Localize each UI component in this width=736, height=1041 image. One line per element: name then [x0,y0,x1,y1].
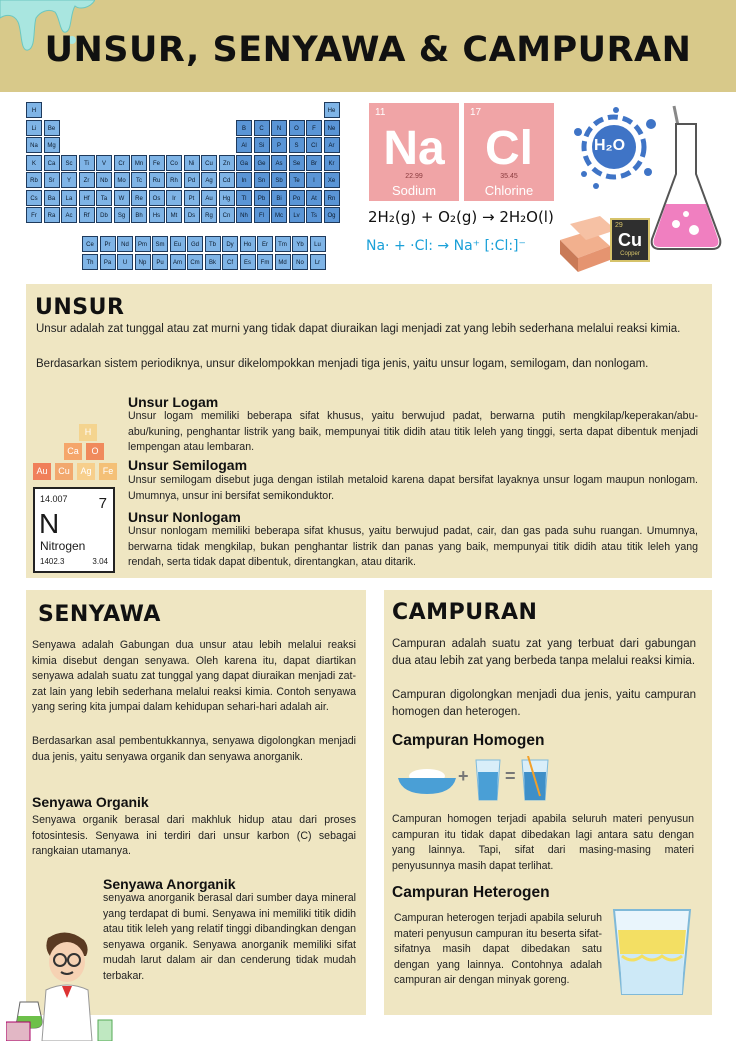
water-equation: 2H₂(g) + O₂(g) → 2H₂O(l) [368,208,554,226]
senyawa-paragraph-1: Senyawa adalah Gabungan dua unsur atau lebih melalui reaksi kimia disebut dengan senyawa. Oleh karena itu, dapat diartikan senyawa adalah suatu zat tunggal yang dapat diuraikan menjadi zat-zat lain yang lebih sederhana melalui reaksi kimia. Contoh senyawa yang sering kita jumpai dalam kehidupan sehari-hari adalah air. [32,639,356,713]
periodic-cell: Au [201,190,217,206]
periodic-cell: N [271,120,287,136]
periodic-cell: Rn [324,190,340,206]
nitrogen-card [33,487,115,573]
periodic-cell-f-block: Cf [222,254,238,270]
periodic-cell: Cs [26,190,42,206]
block-cu: Cu [55,463,73,480]
periodic-cell: Cl [306,137,322,153]
periodic-cell: Nb [96,172,112,188]
periodic-cell: Hg [219,190,235,206]
periodic-cell: Be [44,120,60,136]
periodic-cell: Mg [44,137,60,153]
campuran-homogen-title: Campuran Homogen [392,732,545,749]
periodic-cell: At [306,190,322,206]
periodic-cell-f-block: Th [82,254,98,270]
periodic-cell-f-block: Md [275,254,291,270]
block-ag: Ag [77,463,95,480]
periodic-cell-f-block: Pm [135,236,151,252]
periodic-cell: Mo [114,172,130,188]
periodic-cell: W [114,190,130,206]
periodic-cell: Kr [324,155,340,171]
periodic-cell: Al [236,137,252,153]
periodic-cell: Cr [114,155,130,171]
periodic-cell: Sg [114,207,130,223]
periodic-cell-f-block: Pa [100,254,116,270]
periodic-cell: Tl [236,190,252,206]
copper-number: 29 [615,222,623,229]
periodic-cell: In [236,172,252,188]
periodic-cell: Ti [79,155,95,171]
unsur-semilogam-title: Unsur Semilogam [128,457,248,473]
chlorine-symbol: Cl [485,122,533,175]
periodic-cell: Hf [79,190,95,206]
periodic-cell: Ge [254,155,270,171]
periodic-cell: Ni [184,155,200,171]
senyawa-anorganik-title: Senyawa Anorganik [103,876,236,892]
periodic-cell: O [289,120,305,136]
unsur-nonlogam-text: Unsur nonlogam memiliki beberapa sifat khusus, yaitu berwujud padat, cair, dan gas pada suhu ruangan. Umumnya, berwarna tidak mengkilap, bukan penghantar listrik dan panas yang baik, mempunyai titik didih atau titik leleh yang rendah, serta tidak dapat dibentuk, direntangkan, atau ditarik. [128,525,698,568]
chlorine-name: Chlorine [484,183,534,198]
periodic-cell-f-block: Pr [100,236,116,252]
periodic-cell-f-block: Es [240,254,256,270]
periodic-cell: Ba [44,190,60,206]
campuran-heterogen-text: Campuran heterogen terjadi apabila seluruh materi penyusun campuran itu beserta sifat-sifatnya masih dapat dibedakan satu dengan yang lainnya. Contohnya adalah campuran air dengan minyak goreng. [394,912,602,986]
periodic-cell-f-block: Ho [240,236,256,252]
periodic-cell: Sc [61,155,77,171]
periodic-cell: S [289,137,305,153]
salt-water-glass-icon [520,756,550,802]
periodic-cell-f-block: Sm [152,236,168,252]
periodic-cell: V [96,155,112,171]
periodic-cell: Sb [271,172,287,188]
periodic-cell-f-block: Fm [257,254,273,270]
nitrogen-symbol: N [39,508,60,539]
periodic-cell-f-block: Am [170,254,186,270]
unsur-semilogam-text: Unsur semilogam disebut juga dengan istilah metaloid karena dapat bersifat layaknya unsur logam maupun nonlogam. Umumnya, unsur ini bersifat semikonduktor. [128,474,698,502]
chlorine-mass: 35.45 [500,173,518,180]
periodic-cell-f-block: U [117,254,133,270]
periodic-cell-f-block: Gd [187,236,203,252]
periodic-cell: Sn [254,172,270,188]
periodic-cell-f-block: Np [135,254,151,270]
periodic-cell: Cn [219,207,235,223]
periodic-cell: Og [324,207,340,223]
sodium-mass: 22.99 [405,173,423,180]
periodic-cell: Te [289,172,305,188]
nitrogen-number: 7 [98,495,107,512]
water-glass-icon [474,758,502,802]
periodic-cell: Ta [96,190,112,206]
periodic-cell: Pd [184,172,200,188]
periodic-cell: Y [61,172,77,188]
periodic-cell: Na [26,137,42,153]
sodium-number: 11 [375,107,386,118]
senyawa-organik-text: Senyawa organik berasal dari makhluk hidup atau dari proses fotosintesis. Senyawa ini terdiri dari unsur karbon (C) sebagai rangkaian utamanya. [32,814,356,857]
element-card-sodium [369,103,459,201]
periodic-cell-f-block: Bk [205,254,221,270]
periodic-cell: Zn [219,155,235,171]
periodic-cell-f-block: Tb [205,236,221,252]
periodic-cell: Hs [149,207,165,223]
sodium-symbol: Na [383,122,445,175]
periodic-cell: I [306,172,322,188]
block-fe: Fe [99,463,117,480]
periodic-cell-f-block: Er [257,236,273,252]
periodic-cell: He [324,102,340,118]
campuran-heterogen-title: Campuran Heterogen [392,884,550,901]
nitrogen-ionization: 1402.3 [40,557,65,566]
periodic-cell-f-block: Eu [170,236,186,252]
block-au: Au [33,463,51,480]
periodic-cell: Ar [324,137,340,153]
periodic-cell: F [306,120,322,136]
nitrogen-electronegativity: 3.04 [92,557,108,566]
plus-sign: + [458,766,469,786]
chlorine-number: 17 [470,107,482,118]
periodic-cell: Zr [79,172,95,188]
periodic-cell: Sr [44,172,60,188]
periodic-cell: Ir [166,190,182,206]
senyawa-organik-title: Senyawa Organik [32,794,149,810]
periodic-cell: Mn [131,155,147,171]
equals-sign: = [505,766,516,786]
periodic-cell: La [61,190,77,206]
periodic-cell: B [236,120,252,136]
campuran-homogen-text: Campuran homogen terjadi apabila seluruh materi penyusun campuran itu tidak dapat dibedakan lagi antara satu dengan yang lainnya. Tapi, sifat dari masing-masing materi penyusunnya masih dapat terlihat. [392,813,694,872]
unsur-logam-title: Unsur Logam [128,394,219,410]
periodic-cell: Ds [184,207,200,223]
periodic-cell: Rh [166,172,182,188]
periodic-cell: P [271,137,287,153]
periodic-cell: Ru [149,172,165,188]
periodic-cell: Nh [236,207,252,223]
oil-water-glass-icon [612,906,692,998]
periodic-cell: H [26,102,42,118]
periodic-cell-f-block: Tm [275,236,291,252]
periodic-cell-f-block: Dy [222,236,238,252]
periodic-cell-f-block: Ce [82,236,98,252]
periodic-cell: Po [289,190,305,206]
periodic-cell-f-block: Nd [117,236,133,252]
salt-bowl-icon [396,764,458,796]
periodic-cell: As [271,155,287,171]
periodic-cell-f-block: Yb [292,236,308,252]
senyawa-heading: SENYAWA [38,602,161,627]
periodic-table [26,102,356,274]
sodium-name: Sodium [391,183,437,198]
periodic-cell: Ra [44,207,60,223]
periodic-cell: Fr [26,207,42,223]
periodic-cell: Os [149,190,165,206]
periodic-cell: Cu [201,155,217,171]
periodic-cell: Rf [79,207,95,223]
nitrogen-mass: 14.007 [40,494,68,504]
periodic-cell: Mt [166,207,182,223]
campuran-paragraph-2: Campuran digolongkan menjadi dua jenis, yaitu campuran homogen dan heterogen. [392,689,696,718]
unsur-heading: UNSUR [35,295,125,320]
periodic-cell-f-block: Lr [310,254,326,270]
block-h: H [79,424,97,441]
periodic-cell: Rb [26,172,42,188]
periodic-cell: Ac [61,207,77,223]
h2o-label: H₂O [594,137,626,154]
copper-symbol: Cu [618,230,642,250]
scientist-illustration-icon [6,928,118,1041]
copper-name: Copper [620,251,640,257]
block-o: O [86,443,104,460]
periodic-cell: Db [96,207,112,223]
periodic-cell: Si [254,137,270,153]
periodic-cell: Tc [131,172,147,188]
senyawa-paragraph-2: Berdasarkan asal pembentukkannya, senyawa digolongkan menjadi dua jenis, yaitu senyawa organik dan senyawa anorganik. [32,735,356,763]
periodic-cell: Ca [44,155,60,171]
page-title: UNSUR, SENYAWA & CAMPURAN [44,30,692,70]
periodic-cell: Ts [306,207,322,223]
periodic-cell: Br [306,155,322,171]
periodic-cell: Ga [236,155,252,171]
copper-element-tile [610,218,650,262]
campuran-heading: CAMPURAN [392,600,538,625]
ionic-bond-diagram: Na· + ·Cl: → Na⁺ [:Cl:]⁻ [366,238,526,254]
periodic-cell: Re [131,190,147,206]
periodic-cell-f-block: Lu [310,236,326,252]
nitrogen-name: Nitrogen [40,539,86,553]
periodic-cell: Bh [131,207,147,223]
periodic-cell: Pb [254,190,270,206]
unsur-logam-text: Unsur logam memiliki beberapa sifat khusus, yaitu berwujud padat, berwarna putih mengkilap/keperakan/abu-abu/kuning, penghantar listrik yang baik, mempunyai titik didih atau titik leleh yang tinggi, serta dapat dibentuk menjadi lempengan atau lembaran. [128,410,698,453]
periodic-cell: Lv [289,207,305,223]
periodic-cell-f-block: Cm [187,254,203,270]
periodic-cell: Xe [324,172,340,188]
periodic-cell: Ag [201,172,217,188]
flask-icon [646,104,726,254]
unsur-paragraph-2: Berdasarkan sistem periodiknya, unsur dikelompokkan menjadi tiga jenis, yaitu unsur logam, semilogam, dan nonlogam. [36,358,649,370]
senyawa-anorganik-text: senyawa anorganik berasal dari sumber daya mineral yang terdapat di bumi. Senyawa ini memiliki titik didih atau titik leleh yang relatif tinggi dibandingkan dengan senyawa organik. Senyawa anorganik memiliki sifat mudah larut dalam air dan cenderung tidak mudah terbakar. [103,892,356,982]
periodic-cell: C [254,120,270,136]
unsur-paragraph-1: Unsur adalah zat tunggal atau zat murni yang tidak dapat diuraikan lagi menjadi zat yang lebih sederhana melalui reaksi kimia. [36,323,681,335]
periodic-cell-f-block: Pu [152,254,168,270]
periodic-cell: Se [289,155,305,171]
periodic-cell: Li [26,120,42,136]
periodic-cell: Ne [324,120,340,136]
periodic-cell: Co [166,155,182,171]
periodic-cell: Mc [271,207,287,223]
block-ca: Ca [64,443,82,460]
periodic-cell: Fe [149,155,165,171]
periodic-cell: Cd [219,172,235,188]
unsur-nonlogam-title: Unsur Nonlogam [128,509,241,525]
periodic-cell: K [26,155,42,171]
campuran-paragraph-1: Campuran adalah suatu zat yang terbuat dari gabungan dua atau lebih zat yang berbeda tanpa melalui reaksi kimia. [392,638,696,667]
periodic-cell: Pt [184,190,200,206]
periodic-cell: Fl [254,207,270,223]
periodic-cell: Rg [201,207,217,223]
element-card-chlorine [464,103,554,201]
periodic-cell: Bi [271,190,287,206]
periodic-cell-f-block: No [292,254,308,270]
